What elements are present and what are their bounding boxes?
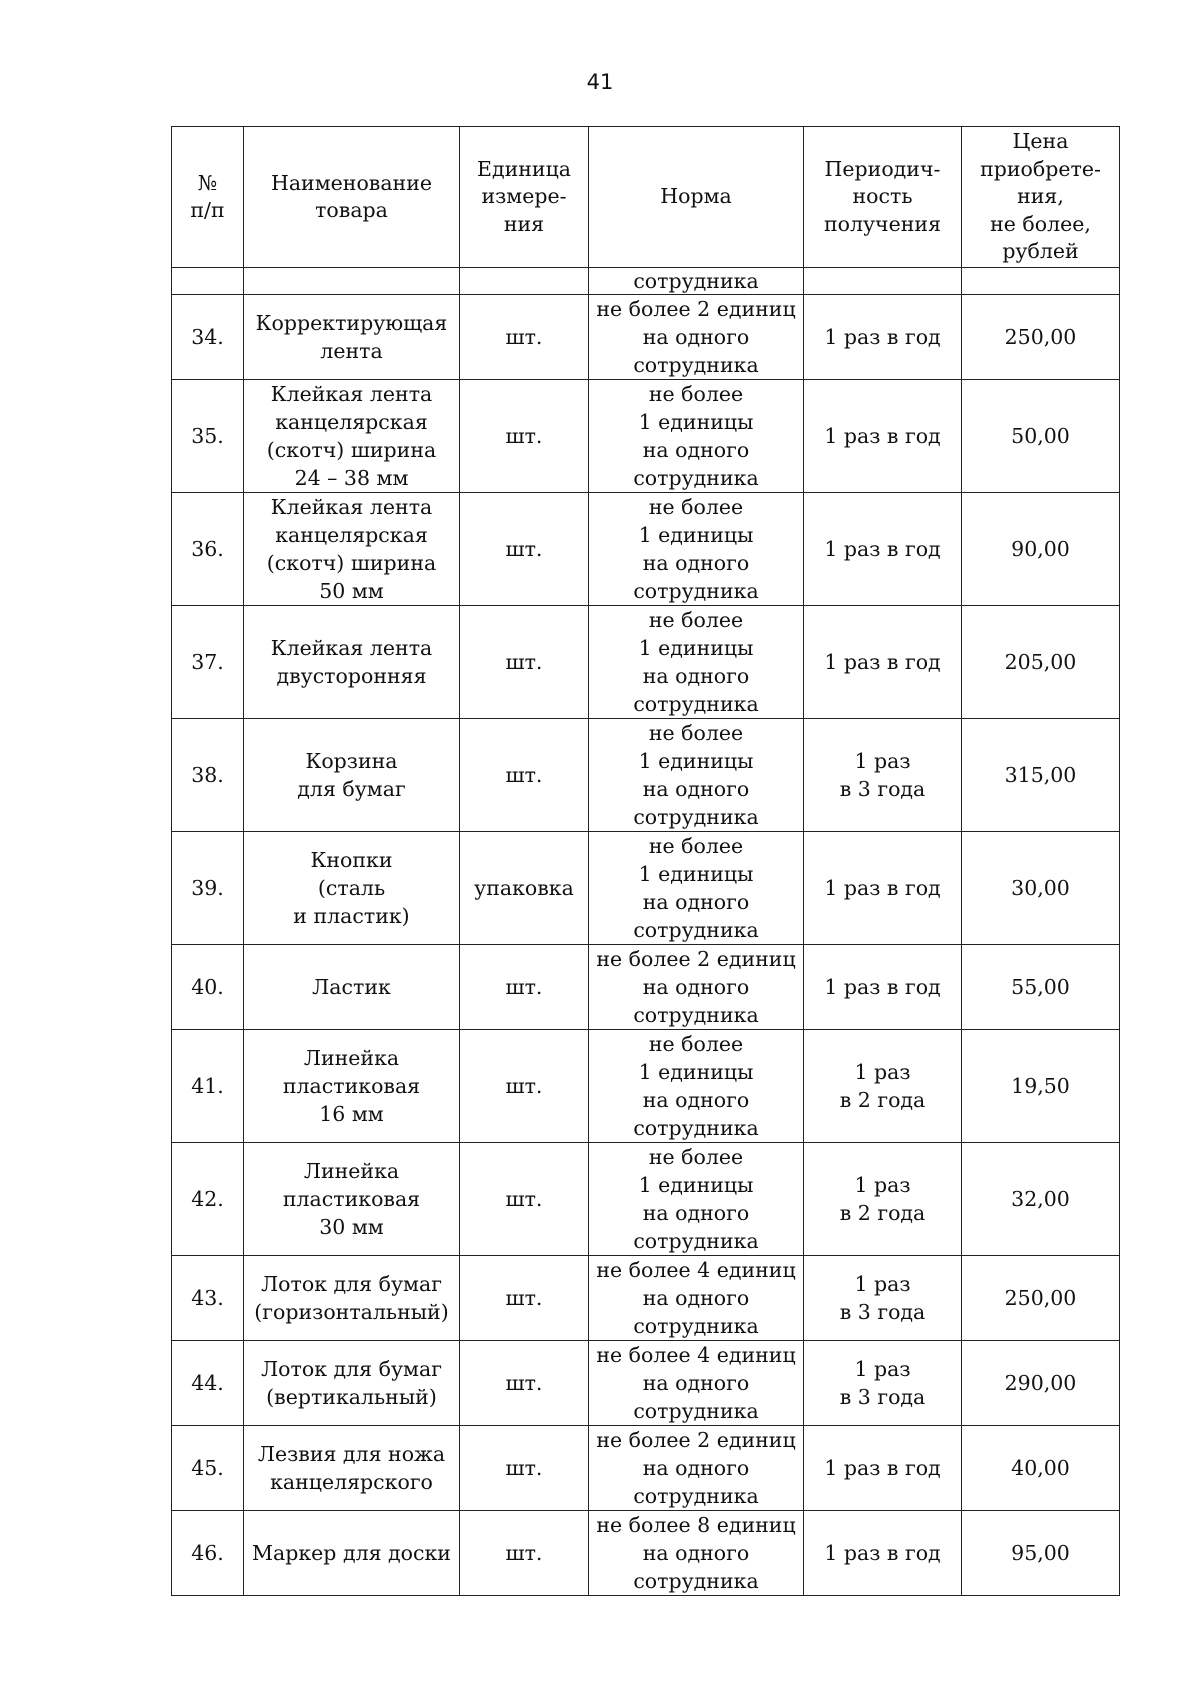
cell-name: [244, 1426, 460, 1511]
cell-price: 50,00: [962, 380, 1120, 493]
cell-name: [244, 832, 460, 945]
cell-line: сотрудника: [633, 1314, 759, 1338]
cell-norm: [589, 719, 804, 832]
cell-norm: [589, 1256, 804, 1341]
header-price: Цена приобрете- ния, не более, рублей: [962, 127, 1120, 268]
cell-line: 1 раз в год: [824, 1456, 941, 1480]
cell-line: (сталь: [317, 876, 386, 900]
cell-line: Клейкая лента: [270, 382, 433, 406]
cell-line: на одного: [642, 975, 750, 999]
cell-line: (горизонтальный): [254, 1300, 449, 1324]
cell-number: [172, 268, 244, 295]
cell-name: [244, 380, 460, 493]
cell-number: 42.: [172, 1143, 244, 1256]
cell-line: Клейкая лента: [270, 495, 433, 519]
cell-unit: шт.: [460, 606, 589, 719]
cell-line: сотрудника: [633, 579, 759, 603]
cell-line: на одного: [642, 1371, 750, 1395]
cell-line: 1 единицы: [638, 862, 754, 886]
cell-line: 1 раз: [854, 1060, 911, 1084]
cell-line: 1 единицы: [638, 636, 754, 660]
cell-line: не более 2 единиц: [596, 297, 796, 321]
cell-line: 24 – 38 мм: [294, 466, 409, 490]
table-row: [172, 945, 1120, 1030]
cell-norm: [589, 1143, 804, 1256]
cell-line: на одного: [642, 664, 750, 688]
cell-norm: сотрудника: [589, 268, 804, 295]
table-row: [172, 380, 1120, 493]
cell-line: Линейка: [303, 1159, 400, 1183]
cell-line: 1 единицы: [638, 1060, 754, 1084]
cell-line: Маркер для доски: [252, 1541, 451, 1565]
table-row: [172, 719, 1120, 832]
table-header-row: [172, 127, 1120, 268]
cell-line: (вертикальный): [266, 1385, 437, 1409]
cell-unit: шт.: [460, 493, 589, 606]
cell-unit: шт.: [460, 1341, 589, 1426]
cell-line: не более: [648, 1145, 744, 1169]
cell-number: 46.: [172, 1511, 244, 1596]
cell-line: на одного: [642, 325, 750, 349]
cell-line: не более 4 единиц: [596, 1343, 796, 1367]
cell-line: канцелярского: [270, 1470, 433, 1494]
cell-name: [244, 1341, 460, 1426]
cell-price: 90,00: [962, 493, 1120, 606]
cell-line: 1 единицы: [638, 1173, 754, 1197]
cell-price: 205,00: [962, 606, 1120, 719]
cell-line: 1 раз: [854, 1173, 911, 1197]
cell-period: [804, 1143, 962, 1256]
cell-line: Линейка: [303, 1046, 400, 1070]
cell-price: 95,00: [962, 1511, 1120, 1596]
cell-norm: [589, 1511, 804, 1596]
cell-line: (скотч) ширина: [266, 551, 437, 575]
cell-unit: шт.: [460, 1426, 589, 1511]
cell-line: не более: [648, 382, 744, 406]
cell-line: сотрудника: [633, 805, 759, 829]
table-row: [172, 295, 1120, 380]
cell-norm: [589, 1426, 804, 1511]
cell-line: в 3 года: [839, 1385, 926, 1409]
cell-line: сотрудника: [633, 1484, 759, 1508]
cell-name: [244, 295, 460, 380]
cell-norm: [589, 832, 804, 945]
cell-line: Ластик: [312, 975, 391, 999]
cell-period: [804, 606, 962, 719]
cell-name: [244, 1030, 460, 1143]
cell-line: не более 8 единиц: [596, 1513, 796, 1537]
cell-line: Корзина: [305, 749, 398, 773]
table-row: [172, 493, 1120, 606]
cell-norm: [589, 1341, 804, 1426]
cell-unit: шт.: [460, 380, 589, 493]
cell-line: не более: [648, 1032, 744, 1056]
cell-line: канцелярская: [275, 523, 428, 547]
cell-number: 35.: [172, 380, 244, 493]
cell-line: 1 единицы: [638, 410, 754, 434]
cell-number: 45.: [172, 1426, 244, 1511]
cell-line: 1 раз: [854, 1357, 911, 1381]
cell-period: [804, 380, 962, 493]
cell-norm: [589, 945, 804, 1030]
cell-line: на одного: [642, 551, 750, 575]
cell-unit: [460, 268, 589, 295]
cell-number: 37.: [172, 606, 244, 719]
cell-line: сотрудника: [633, 1229, 759, 1253]
cell-price: 250,00: [962, 295, 1120, 380]
cell-line: сотрудника: [633, 918, 759, 942]
cell-unit: шт.: [460, 1511, 589, 1596]
cell-line: Лоток для бумаг: [261, 1357, 442, 1381]
cell-line: Лоток для бумаг: [261, 1272, 442, 1296]
cell-name: [244, 1511, 460, 1596]
cell-period: [804, 719, 962, 832]
header-period: Периодич- ность получения: [804, 127, 962, 268]
cell-unit: шт.: [460, 1030, 589, 1143]
cell-unit: шт.: [460, 719, 589, 832]
cell-price: 55,00: [962, 945, 1120, 1030]
header-number: № п/п: [172, 127, 244, 268]
cell-name: [244, 1256, 460, 1341]
cell-line: не более 2 единиц: [596, 947, 796, 971]
cell-line: 50 мм: [319, 579, 384, 603]
cell-line: 1 раз в год: [824, 1541, 941, 1565]
cell-price: [962, 268, 1120, 295]
cell-name: [244, 268, 460, 295]
cell-line: 1 единицы: [638, 749, 754, 773]
cell-name: [244, 945, 460, 1030]
cell-line: 30 мм: [319, 1215, 384, 1239]
cell-line: (скотч) ширина: [266, 438, 437, 462]
cell-line: сотрудника: [633, 1003, 759, 1027]
cell-line: Кнопки: [310, 848, 393, 872]
cell-number: 43.: [172, 1256, 244, 1341]
table-row: [172, 832, 1120, 945]
cell-norm: [589, 1030, 804, 1143]
header-unit: Единица измере- ния: [460, 127, 589, 268]
cell-price: 19,50: [962, 1030, 1120, 1143]
cell-norm: [589, 380, 804, 493]
cell-norm: [589, 295, 804, 380]
cell-line: пластиковая: [282, 1074, 421, 1098]
cell-norm: [589, 606, 804, 719]
table-row: [172, 1256, 1120, 1341]
cell-period: [804, 295, 962, 380]
cell-line: сотрудника: [633, 692, 759, 716]
cell-number: 39.: [172, 832, 244, 945]
cell-line: в 2 года: [839, 1201, 926, 1225]
cell-price: 315,00: [962, 719, 1120, 832]
cell-line: сотрудника: [633, 1116, 759, 1140]
cell-unit: шт.: [460, 1143, 589, 1256]
table-body: [172, 268, 1120, 1596]
cell-line: 1 раз в год: [824, 876, 941, 900]
cell-line: на одного: [642, 890, 750, 914]
cell-line: на одного: [642, 1088, 750, 1112]
cell-line: и пластик): [293, 904, 410, 928]
cell-line: не более: [648, 495, 744, 519]
cell-line: сотрудника: [633, 466, 759, 490]
cell-line: в 3 года: [839, 1300, 926, 1324]
cell-line: сотрудника: [633, 1569, 759, 1593]
cell-unit: шт.: [460, 295, 589, 380]
cell-line: в 3 года: [839, 777, 926, 801]
cell-line: пластиковая: [282, 1187, 421, 1211]
header-name: Наименование товара: [244, 127, 460, 268]
cell-line: сотрудника: [633, 353, 759, 377]
cell-period: [804, 832, 962, 945]
cell-line: 1 раз в год: [824, 975, 941, 999]
cell-price: 32,00: [962, 1143, 1120, 1256]
cell-unit: шт.: [460, 945, 589, 1030]
cell-price: 30,00: [962, 832, 1120, 945]
cell-line: Корректирующая: [255, 311, 448, 335]
cell-line: 1 раз в год: [824, 650, 941, 674]
cell-number: 38.: [172, 719, 244, 832]
cell-line: 1 раз в год: [824, 424, 941, 448]
cell-line: на одного: [642, 1456, 750, 1480]
cell-line: на одного: [642, 1286, 750, 1310]
cell-line: не более 4 единиц: [596, 1258, 796, 1282]
cell-line: не более: [648, 721, 744, 745]
cell-period: [804, 268, 962, 295]
cell-line: 16 мм: [319, 1102, 384, 1126]
cell-line: на одного: [642, 438, 750, 462]
cell-period: [804, 1426, 962, 1511]
cell-period: [804, 1256, 962, 1341]
cell-line: 1 раз: [854, 749, 911, 773]
table-row: [172, 1143, 1120, 1256]
cell-period: [804, 493, 962, 606]
cell-line: сотрудника: [633, 1399, 759, 1423]
cell-line: не более 2 единиц: [596, 1428, 796, 1452]
cell-line: 1 раз в год: [824, 325, 941, 349]
cell-line: не более: [648, 608, 744, 632]
cell-price: 250,00: [962, 1256, 1120, 1341]
cell-line: не более: [648, 834, 744, 858]
cell-line: на одного: [642, 1201, 750, 1225]
cell-price: 290,00: [962, 1341, 1120, 1426]
cell-line: в 2 года: [839, 1088, 926, 1112]
cell-number: 41.: [172, 1030, 244, 1143]
table-row: [172, 1511, 1120, 1596]
cell-line: для бумаг: [297, 777, 406, 801]
cell-line: Клейкая лента: [270, 636, 433, 660]
cell-unit: упаковка: [460, 832, 589, 945]
cell-name: [244, 1143, 460, 1256]
continuation-row: [172, 268, 1120, 295]
cell-line: на одного: [642, 777, 750, 801]
cell-period: [804, 1341, 962, 1426]
goods-norms-table: [171, 126, 1120, 1596]
table-row: [172, 1030, 1120, 1143]
cell-name: [244, 719, 460, 832]
cell-name: [244, 493, 460, 606]
page-number: 41: [586, 70, 614, 94]
header-norm: Норма: [589, 127, 804, 268]
cell-line: 1 раз в год: [824, 537, 941, 561]
cell-line: 1 единицы: [638, 523, 754, 547]
cell-line: лента: [320, 339, 383, 363]
cell-number: 34.: [172, 295, 244, 380]
table-row: [172, 1426, 1120, 1511]
cell-price: 40,00: [962, 1426, 1120, 1511]
cell-period: [804, 945, 962, 1030]
cell-period: [804, 1511, 962, 1596]
cell-number: 44.: [172, 1341, 244, 1426]
cell-number: 40.: [172, 945, 244, 1030]
cell-period: [804, 1030, 962, 1143]
cell-name: [244, 606, 460, 719]
cell-line: на одного: [642, 1541, 750, 1565]
cell-norm: [589, 493, 804, 606]
cell-line: двусторонняя: [276, 664, 427, 688]
cell-line: 1 раз: [854, 1272, 911, 1296]
table-row: [172, 1341, 1120, 1426]
cell-line: Лезвия для ножа: [257, 1442, 446, 1466]
table-row: [172, 606, 1120, 719]
cell-line: канцелярская: [275, 410, 428, 434]
cell-unit: шт.: [460, 1256, 589, 1341]
cell-number: 36.: [172, 493, 244, 606]
